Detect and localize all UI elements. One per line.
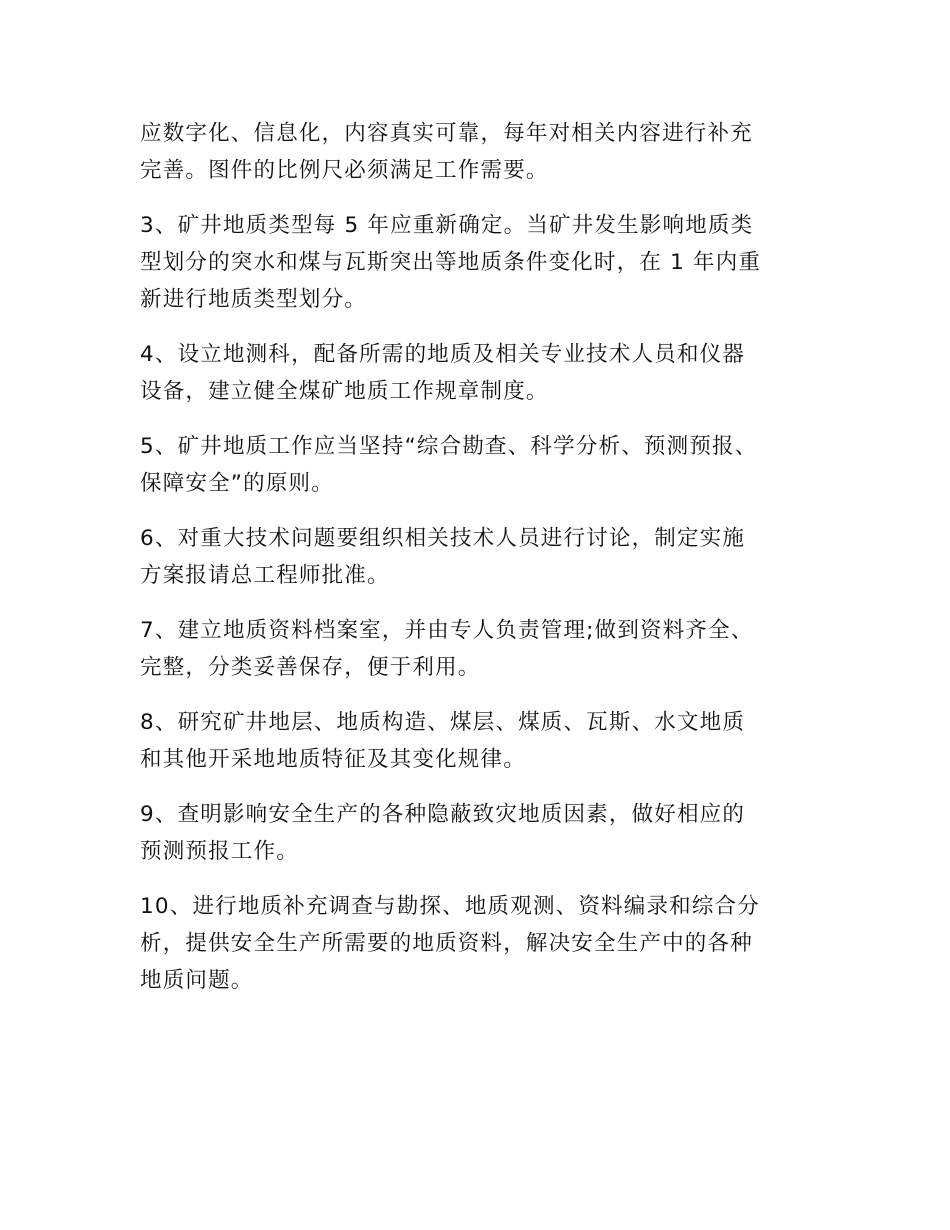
text-line: 和其他开采地地质特征及其变化规律。 (140, 747, 526, 772)
text-line: 3、矿井地质类型每 5 年应重新确定。当矿井发生影响地质类 (140, 213, 754, 238)
text-line: 地质问题。 (140, 968, 254, 993)
text-line: 8、研究矿井地层、地质构造、煤层、煤质、瓦斯、水文地质 (140, 710, 746, 735)
text-line: 完善。图件的比例尺必须满足工作需要。 (140, 158, 549, 183)
paragraph-item-4 (140, 336, 810, 410)
text-line: 5、矿井地质工作应当坚持“综合勘查、科学分析、预测预报、 (140, 434, 758, 459)
text-line: 4、设立地测科，配备所需的地质及相关专业技术人员和仪器 (140, 342, 746, 367)
text-line: 7、建立地质资料档案室，并由专人负责管理;做到资料齐全、 (140, 618, 754, 643)
paragraph-item-7 (140, 612, 810, 686)
paragraph-item-9 (140, 796, 810, 870)
text-line: 型划分的突水和煤与瓦斯突出等地质条件变化时，在 1 年内重 (140, 250, 762, 275)
paragraph-item-10 (140, 888, 810, 999)
paragraph-item-3 (140, 207, 810, 318)
text-line: 预测预报工作。 (140, 839, 299, 864)
text-line: 6、对重大技术问题要组织相关技术人员进行讨论，制定实施 (140, 526, 746, 551)
text-line: 10、进行地质补充调查与勘探、地质观测、资料编录和综合分 (140, 894, 760, 919)
document-body (140, 115, 810, 1017)
text-line: 应数字化、信息化，内容真实可靠，每年对相关内容进行补充 (140, 121, 753, 146)
text-line: 保障安全”的原则。 (140, 471, 334, 496)
text-line: 完整，分类妥善保存，便于利用。 (140, 655, 481, 680)
paragraph-item-6 (140, 520, 810, 594)
paragraph-item-5 (140, 428, 810, 502)
paragraph-item-8 (140, 704, 810, 778)
paragraph-continuation (140, 115, 810, 189)
text-line: 析，提供安全生产所需要的地质资料，解决安全生产中的各种 (140, 931, 753, 956)
text-line: 方案报请总工程师批准。 (140, 563, 390, 588)
text-line: 设备，建立健全煤矿地质工作规章制度。 (140, 379, 549, 404)
text-line: 9、查明影响安全生产的各种隐蔽致灾地质因素，做好相应的 (140, 802, 746, 827)
text-line: 新进行地质类型划分。 (140, 287, 368, 312)
